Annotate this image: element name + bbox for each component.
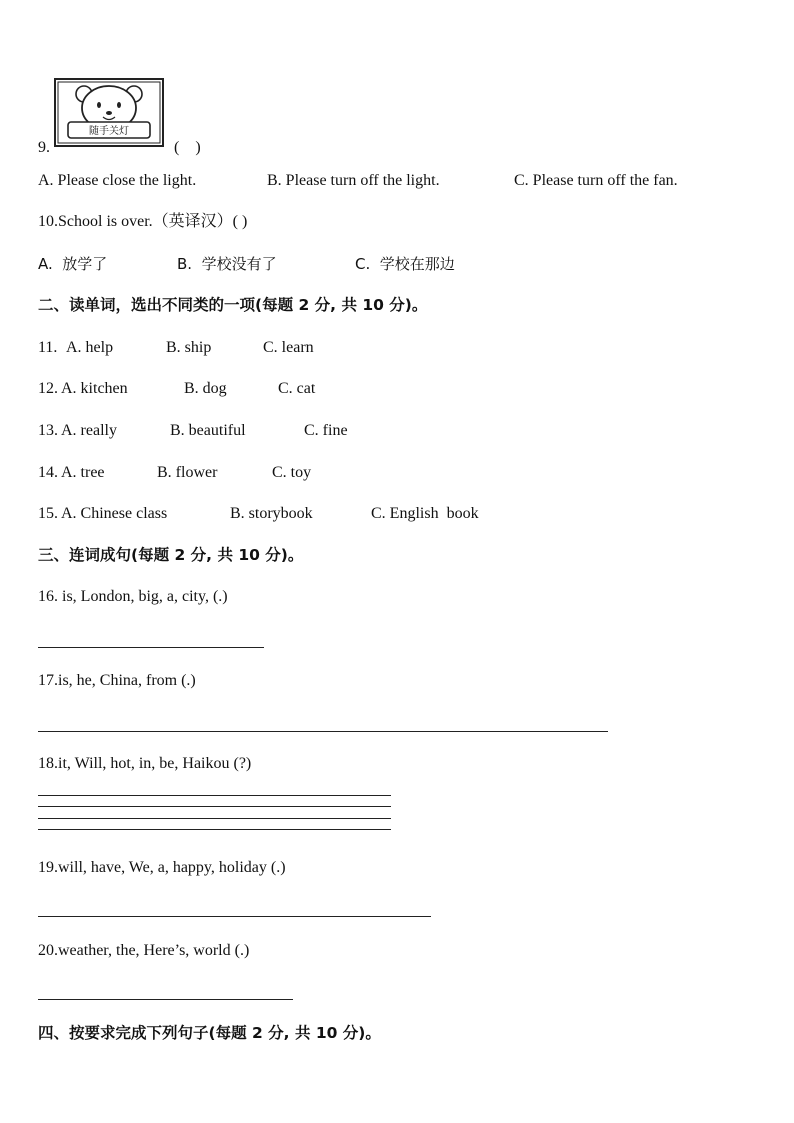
q12-option-a: A. kitchen	[61, 380, 128, 397]
q10-stem: 10.School is over.（英译汉）( )	[38, 213, 248, 230]
q11-option-b: B. ship	[166, 339, 212, 356]
q13-option-a: A. really	[61, 422, 117, 439]
q15-option-c: C. English book	[371, 505, 479, 522]
q11-option-c: C. learn	[263, 339, 314, 356]
q9-option-c: C. Please turn off the fan.	[514, 172, 678, 189]
q16-answer-line[interactable]	[38, 647, 264, 648]
q12-option-c: C. cat	[278, 380, 316, 397]
q15-number: 15.	[38, 505, 58, 522]
q12-number: 12.	[38, 380, 58, 397]
q11-number: 11.	[38, 339, 62, 356]
q18-answer-line-1[interactable]	[38, 795, 391, 796]
q9-option-b: B. Please turn off the light.	[267, 172, 440, 189]
q18-prompt: 18.it, Will, hot, in, be, Haikou (?)	[38, 755, 252, 772]
q15-option-a: A. Chinese class	[61, 505, 168, 522]
q13-number: 13.	[38, 422, 58, 439]
q14-option-c: C. toy	[272, 464, 312, 481]
q12-option-b: B. dog	[184, 380, 227, 397]
q10-option-c: C. 学校在那边	[355, 255, 455, 273]
q17-prompt: 17.is, he, China, from (.)	[38, 672, 196, 689]
q18-answer-line-3[interactable]	[38, 818, 391, 819]
q10-option-b: B. 学校没有了	[177, 255, 277, 273]
q20-answer-line[interactable]	[38, 999, 293, 1000]
q18-answer-line-2[interactable]	[38, 806, 391, 807]
q14-option-a: A. tree	[61, 464, 105, 481]
q17-answer-line[interactable]	[38, 731, 608, 732]
q10-option-a: A. 放学了	[38, 255, 108, 273]
q14-number: 14.	[38, 464, 58, 481]
section3-heading: 三、连词成句(每题 2 分, 共 10 分)。	[38, 546, 304, 564]
sign-text: 随手关灯	[89, 126, 129, 137]
section4-heading: 四、按要求完成下列句子(每题 2 分, 共 10 分)。	[38, 1024, 381, 1042]
q13-option-c: C. fine	[304, 422, 348, 439]
q18-answer-line-4[interactable]	[38, 829, 391, 830]
q9-number: 9.	[38, 139, 50, 156]
q14-option-b: B. flower	[157, 464, 218, 481]
q9-answer-paren: ( )	[174, 139, 201, 156]
q13-option-b: B. beautiful	[170, 422, 246, 439]
q11-option-a: A. help	[66, 339, 114, 356]
q19-answer-line[interactable]	[38, 916, 431, 917]
section2-heading: 二、读单词，选出不同类的一项(每题 2 分, 共 10 分)。	[38, 296, 428, 314]
q16-prompt: 16. is, London, big, a, city, (.)	[38, 588, 228, 605]
q19-prompt: 19.will, have, We, a, happy, holiday (.)	[38, 859, 286, 876]
bear-sign-image	[54, 78, 164, 147]
q20-prompt: 20.weather, the, Here’s, world (.)	[38, 942, 250, 959]
q9-option-a: A. Please close the light.	[38, 172, 197, 189]
q15-option-b: B. storybook	[230, 505, 313, 522]
